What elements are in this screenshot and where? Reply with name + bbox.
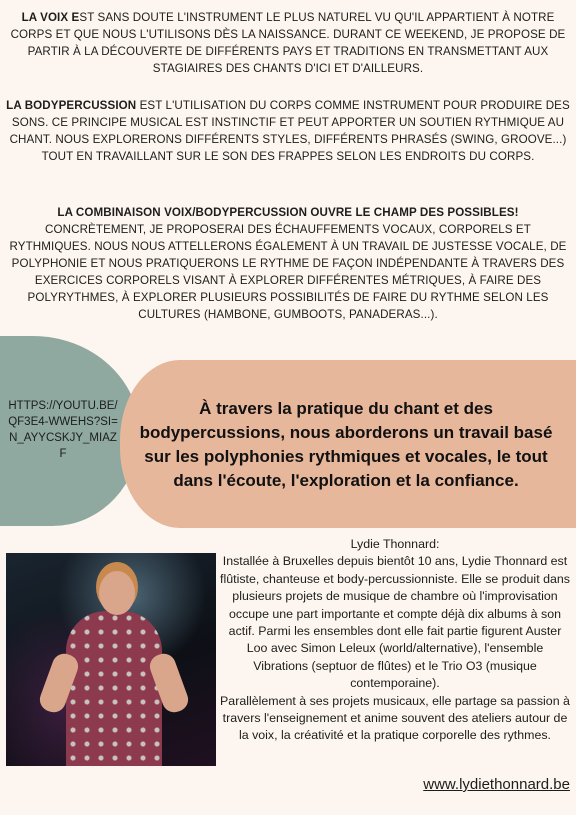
bio-paragraph: Parallèlement à ses projets musicaux, elle partage sa passion à travers l'enseignement et anime souvent des ateliers autour de la voix, la créativité et la pratique corporelle des rythmes. (220, 693, 570, 743)
intro-paragraph-voice (6, 9, 570, 77)
paragraph-text: EST L'UTILISATION DU CORPS COMME INSTRUMENT POUR PRODUIRE DES SONS. CE PRINCIPE MUSICAL EST INSTINCTIF ET PEUT APPORTER UN SOUTIEN RYTHMIQUE AU CHANT. NOUS EXPLORERONS DIFFÉRENTS STYLES, DIFFÉRENTS PHRASÉS (SWING, GROOVE...) TOUT EN TRAVAILLANT SUR LE SON DES FRAPPES SELON LES ENDROITS DU CORPS. (9, 99, 570, 163)
highlight-quote: À travers la pratique du chant et des bodypercussions, nous aborderons un travail basé sur les polyphonies rythmiques et vocales, le tout dans l'écoute, l'exploration et la confiance. (139, 399, 553, 490)
intro-paragraph-bodypercussion (6, 97, 570, 165)
paragraph-lead: LA BODYPERCUSSION (6, 99, 137, 112)
paragraph-lead: LA VOIX E (21, 11, 80, 24)
paragraph-lead: LA COMBINAISON VOIX/BODYPERCUSSION OUVRE LE CHAMP DES POSSIBLES! (57, 206, 519, 219)
intro-paragraph-combination (6, 204, 570, 323)
photo-figure-head (99, 571, 135, 615)
photo-figure-dress (66, 611, 162, 766)
portrait-photo (6, 553, 216, 766)
video-link[interactable]: HTTPS://YOUTU.BE/QF3E4-WWEHS?SI=N_AYYCSKJY_MIAZF (8, 400, 118, 460)
bio-name: Lydie Thonnard: (350, 537, 440, 551)
paragraph-text: ST SANS DOUTE L'INSTRUMENT LE PLUS NATUREL VU QU'IL APPARTIENT À NOTRE CORPS ET QUE NOUS L'UTILISONS DÈS LA NAISSANCE. DURANT CE WEEKEND, JE PROPOSE DE PARTIR À LA DÉCOUVERTE DE DIFFÉRENTS PAYS ET TRADITIONS EN TRANSMETTANT AUX STAGIAIRES DES CHANTS D'ICI ET D'AILLEURS. (10, 11, 566, 75)
paragraph-text: CONCRÈTEMENT, JE PROPOSERAI DES ÉCHAUFFEMENTS VOCAUX, CORPORELS ET RYTHMIQUES. NOUS NOUS ATTELLERONS ÉGALEMENT À UN TRAVAIL DE JUSTESSE VOCALE, DE POLYPHONIE ET NOUS PRATIQUERONS LE RYTHME DE FAÇON INDÉPENDANTE À TRAVERS DES EXERCICES CORPORELS VISANT À EXPLORER DIFFÉRENTES MÉTRIQUES, À FAIRE DES POLYRYTHMES, À EXPLORER PLUSIEURS POSSIBILITÉS DE FAIRE DU RYTHME SELON LES CULTURES (HAMBONE, GUMBOOTS, PANADERAS...). (9, 223, 567, 321)
bio-paragraph: Installée à Bruxelles depuis bientôt 10 ans, Lydie Thonnard est flûtiste, chanteuse et body-percussionniste. Elle se produit dans plusieurs projets de musique de chambre où l'improvisation occupe une part importante et compte déjà dix albums à son actif. Parmi les ensembles dont elle fait partie figurent Auster Loo avec Simon Leleux (world/alternative), l'ensemble Vibrations (septuor de flûtes) et le Trio O3 (musique contemporaine). (220, 554, 570, 691)
website-link[interactable]: www.lydiethonnard.be (423, 776, 570, 793)
biography (219, 536, 571, 745)
